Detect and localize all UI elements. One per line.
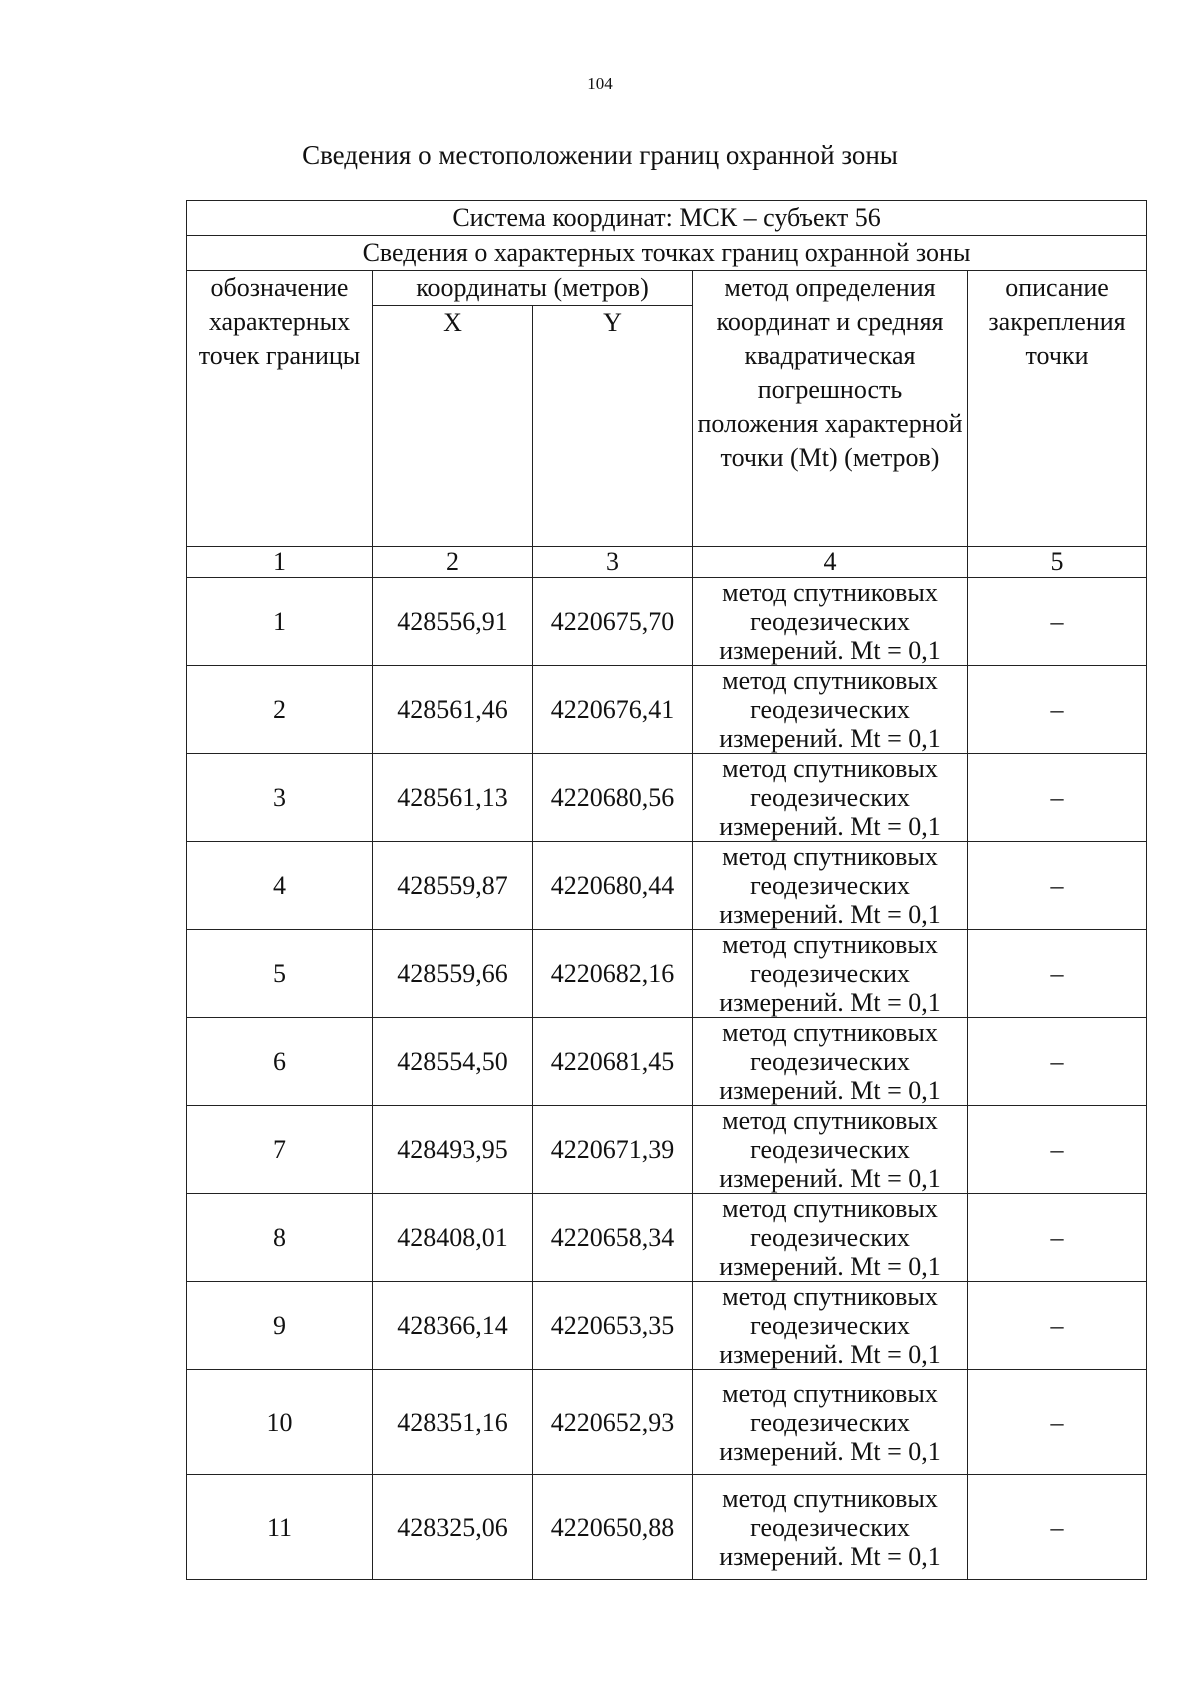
method-cell: метод спутниковых геодезических измерений. Mt = 0,1 (693, 930, 968, 1018)
table-row (187, 842, 1147, 930)
x-coordinate-cell: 428561,46 (373, 666, 533, 754)
method-cell: метод спутниковых геодезических измерений. Mt = 0,1 (693, 754, 968, 842)
x-coordinate-cell: 428556,91 (373, 578, 533, 666)
header-row (187, 271, 1147, 306)
y-coordinate-cell: 4220681,45 (533, 1018, 693, 1106)
x-coordinate-cell: 428351,16 (373, 1370, 533, 1475)
method-cell: метод спутниковых геодезических измерений. Mt = 0,1 (693, 1370, 968, 1475)
x-coordinate-cell: 428559,87 (373, 842, 533, 930)
header-y: Y (533, 306, 693, 547)
description-cell: – (968, 1194, 1147, 1282)
point-cell: 3 (187, 754, 373, 842)
description-cell: – (968, 1282, 1147, 1370)
point-cell: 2 (187, 666, 373, 754)
table-row (187, 1370, 1147, 1475)
table-row (187, 1106, 1147, 1194)
table-row (187, 930, 1147, 1018)
column-number: 3 (533, 547, 693, 578)
point-cell: 8 (187, 1194, 373, 1282)
header-coordinates: координаты (метров) (373, 271, 693, 306)
y-coordinate-cell: 4220671,39 (533, 1106, 693, 1194)
method-cell: метод спутниковых геодезических измерений. Mt = 0,1 (693, 842, 968, 930)
coordinate-system-cell: Система координат: МСК – субъект 56 (187, 201, 1147, 236)
x-coordinate-cell: 428325,06 (373, 1475, 533, 1580)
x-coordinate-cell: 428366,14 (373, 1282, 533, 1370)
y-coordinate-cell: 4220676,41 (533, 666, 693, 754)
column-number: 5 (968, 547, 1147, 578)
table-row (187, 578, 1147, 666)
header-point-designation: обозначение характерных точек границы (187, 271, 373, 547)
point-cell: 6 (187, 1018, 373, 1106)
y-coordinate-cell: 4220652,93 (533, 1370, 693, 1475)
x-coordinate-cell: 428493,95 (373, 1106, 533, 1194)
column-number: 4 (693, 547, 968, 578)
description-cell: – (968, 666, 1147, 754)
method-cell: метод спутниковых геодезических измерений. Mt = 0,1 (693, 666, 968, 754)
table-row (187, 1018, 1147, 1106)
coordinates-table (186, 200, 1147, 1580)
x-coordinate-cell: 428561,13 (373, 754, 533, 842)
header-x: X (373, 306, 533, 547)
point-cell: 9 (187, 1282, 373, 1370)
document-title: Сведения о местоположении границ охранной зоны (302, 140, 898, 170)
column-number: 1 (187, 547, 373, 578)
description-cell: – (968, 1106, 1147, 1194)
method-cell: метод спутниковых геодезических измерений. Mt = 0,1 (693, 1018, 968, 1106)
y-coordinate-cell: 4220680,44 (533, 842, 693, 930)
y-coordinate-cell: 4220682,16 (533, 930, 693, 1018)
x-coordinate-cell: 428554,50 (373, 1018, 533, 1106)
x-coordinate-cell: 428408,01 (373, 1194, 533, 1282)
system-row (187, 201, 1147, 236)
method-cell: метод спутниковых геодезических измерений. Mt = 0,1 (693, 1282, 968, 1370)
description-cell: – (968, 842, 1147, 930)
description-cell: – (968, 1018, 1147, 1106)
point-cell: 7 (187, 1106, 373, 1194)
column-number: 2 (373, 547, 533, 578)
table-row (187, 666, 1147, 754)
method-cell: метод спутниковых геодезических измерений. Mt = 0,1 (693, 1106, 968, 1194)
point-cell: 10 (187, 1370, 373, 1475)
y-coordinate-cell: 4220650,88 (533, 1475, 693, 1580)
description-cell: – (968, 1475, 1147, 1580)
page-number: 104 (587, 74, 613, 93)
section-title-cell: Сведения о характерных точках границ охранной зоны (187, 236, 1147, 271)
y-coordinate-cell: 4220658,34 (533, 1194, 693, 1282)
point-cell: 5 (187, 930, 373, 1018)
y-coordinate-cell: 4220680,56 (533, 754, 693, 842)
table-row (187, 1194, 1147, 1282)
table-row (187, 1475, 1147, 1580)
x-coordinate-cell: 428559,66 (373, 930, 533, 1018)
description-cell: – (968, 754, 1147, 842)
header-method: метод определения координат и средняя квадратическая погрешность положения характерной точки (Mt) (метров) (693, 271, 968, 547)
section-row (187, 236, 1147, 271)
table-row (187, 1282, 1147, 1370)
description-cell: – (968, 930, 1147, 1018)
description-cell: – (968, 578, 1147, 666)
method-cell: метод спутниковых геодезических измерений. Mt = 0,1 (693, 1194, 968, 1282)
y-coordinate-cell: 4220653,35 (533, 1282, 693, 1370)
method-cell: метод спутниковых геодезических измерений. Mt = 0,1 (693, 578, 968, 666)
table-row (187, 754, 1147, 842)
point-cell: 11 (187, 1475, 373, 1580)
header-description: описание закрепления точки (968, 271, 1147, 547)
point-cell: 1 (187, 578, 373, 666)
column-number-row (187, 547, 1147, 578)
method-cell: метод спутниковых геодезических измерений. Mt = 0,1 (693, 1475, 968, 1580)
description-cell: – (968, 1370, 1147, 1475)
point-cell: 4 (187, 842, 373, 930)
y-coordinate-cell: 4220675,70 (533, 578, 693, 666)
